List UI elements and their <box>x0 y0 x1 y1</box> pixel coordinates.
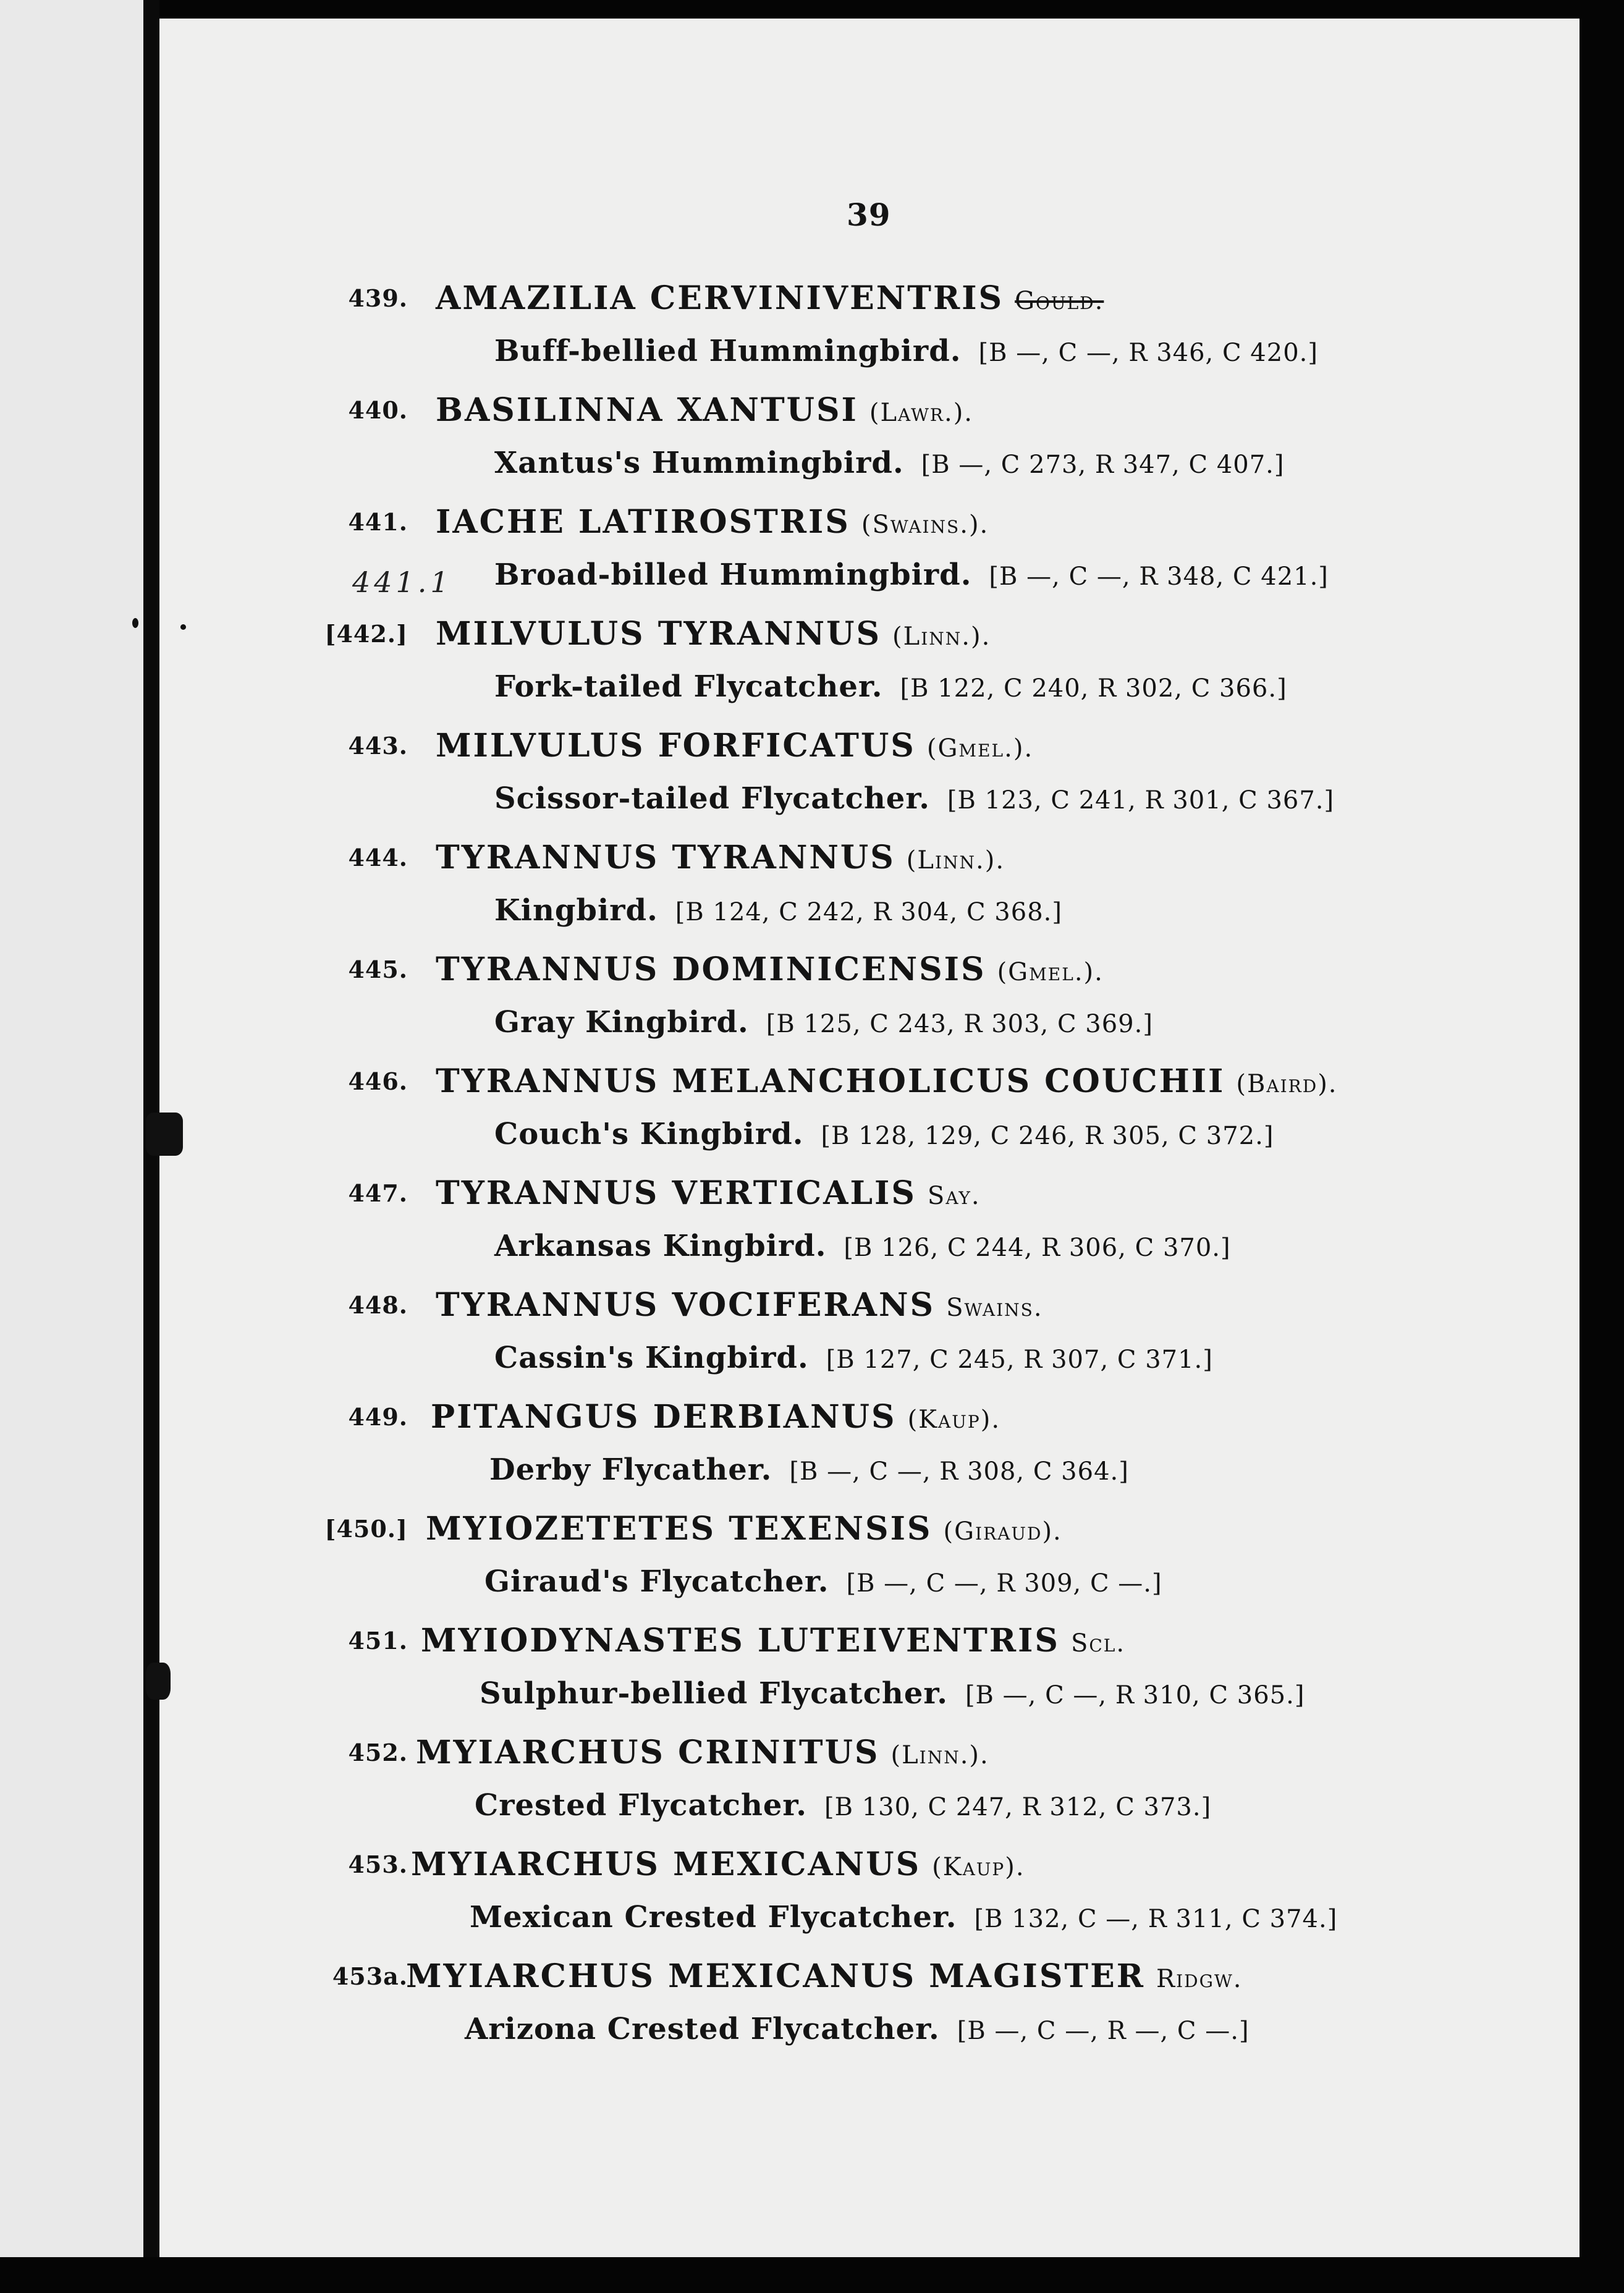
scientific-name-line <box>436 279 1104 317</box>
scientific-name: MYIARCHUS MEXICANUS <box>411 1846 921 1883</box>
entry-number: 441. <box>348 508 408 536</box>
references: [B 127, C 245, R 307, C 371.] <box>826 1346 1213 1374</box>
common-name-line <box>494 557 1329 592</box>
common-name-line <box>494 334 1318 368</box>
common-name: Gray Kingbird. <box>494 1005 749 1040</box>
common-name: Sulphur-bellied Flycatcher. <box>480 1676 948 1711</box>
common-name-line <box>480 1676 1305 1711</box>
scientific-name: TYRANNUS MELANCHOLICUS COUCHII <box>436 1062 1225 1100</box>
common-name-line <box>494 446 1285 480</box>
authority: (Gmel.). <box>926 734 1034 763</box>
common-name: Kingbird. <box>494 893 658 928</box>
left-page-edge <box>0 0 151 2257</box>
references: [B 130, C 247, R 312, C 373.] <box>824 1793 1212 1821</box>
common-name-line <box>475 1788 1211 1823</box>
common-name-line <box>494 1229 1231 1263</box>
entry-number: 451. <box>348 1627 408 1655</box>
scientific-name-line <box>426 1510 1062 1548</box>
common-name: Crested Flycatcher. <box>475 1788 807 1823</box>
common-name: Xantus's Hummingbird. <box>494 446 904 480</box>
scientific-name: PITANGUS DERBIANUS <box>431 1398 897 1436</box>
authority: (Kaup). <box>907 1405 1001 1434</box>
authority: Say. <box>927 1182 981 1210</box>
common-name-line <box>470 1900 1337 1935</box>
common-name-line <box>489 1452 1129 1487</box>
scientific-name: MYIARCHUS CRINITUS <box>416 1734 880 1771</box>
authority: (Linn.). <box>906 846 1005 875</box>
entry-number: 444. <box>348 844 408 871</box>
entry-number: [450.] <box>324 1515 408 1543</box>
scientific-name-line <box>436 391 973 429</box>
spine-mark <box>146 1663 171 1700</box>
references: [B —, C —, R 346, C 420.] <box>978 339 1318 367</box>
authority: Ridgw. <box>1156 1965 1243 1993</box>
authority: Gould. <box>1015 287 1104 315</box>
entry-number: 446. <box>348 1067 408 1095</box>
common-name: Derby Flycather. <box>489 1452 772 1487</box>
common-name-line <box>494 1117 1274 1151</box>
entry-number: 453a. <box>332 1962 408 1990</box>
authority: Scl. <box>1070 1629 1126 1658</box>
references: [B —, C —, R —, C —.] <box>957 2017 1250 2045</box>
scientific-name-line <box>436 839 1005 876</box>
common-name: Fork-tailed Flycatcher. <box>494 669 883 704</box>
entry-number: 453. <box>348 1850 408 1878</box>
common-name: Cassin's Kingbird. <box>494 1341 809 1375</box>
entry-number: 440. <box>348 396 408 424</box>
references: [B 128, 129, C 246, R 305, C 372.] <box>821 1122 1274 1150</box>
scientific-name-line <box>436 727 1033 765</box>
common-name: Arizona Crested Flycatcher. <box>465 2012 940 2046</box>
scientific-name: BASILINNA XANTUSI <box>436 391 858 429</box>
scientific-name-line <box>436 1062 1338 1100</box>
common-name-line <box>494 781 1334 816</box>
entry-number: 448. <box>348 1291 408 1319</box>
authority: (Baird). <box>1236 1070 1338 1098</box>
common-name-line <box>484 1564 1162 1599</box>
scientific-name: TYRANNUS DOMINICENSIS <box>436 951 986 988</box>
common-name-line <box>494 1005 1153 1040</box>
entry-number: 449. <box>348 1403 408 1431</box>
entry-number: 439. <box>348 284 408 312</box>
common-name: Broad-billed Hummingbird. <box>494 557 972 592</box>
authority: (Kaup). <box>932 1853 1025 1881</box>
entry-number: [442.] <box>324 620 408 648</box>
common-name: Buff-bellied Hummingbird. <box>494 334 962 368</box>
scientific-name: TYRANNUS VERTICALIS <box>436 1174 916 1212</box>
common-name: Giraud's Flycatcher. <box>484 1564 829 1599</box>
references: [B —, C —, R 308, C 364.] <box>789 1457 1129 1486</box>
authority: (Linn.). <box>890 1741 989 1770</box>
scientific-name: MILVULUS TYRANNUS <box>436 615 882 653</box>
scientific-name-line <box>436 951 1104 988</box>
common-name: Scissor-tailed Flycatcher. <box>494 781 930 816</box>
authority: Swains. <box>946 1294 1043 1322</box>
scientific-name: MYIARCHUS MEXICANUS MAGISTER <box>406 1957 1145 1995</box>
entry-number: 447. <box>348 1179 408 1207</box>
scientific-name: MYIODYNASTES LUTEIVENTRIS <box>421 1622 1060 1659</box>
references: [B 122, C 240, R 302, C 366.] <box>900 674 1287 703</box>
references: [B 124, C 242, R 304, C 368.] <box>675 898 1062 926</box>
authority: (Gmel.). <box>997 958 1104 986</box>
scientific-name-line <box>416 1734 989 1771</box>
common-name-line <box>494 669 1287 704</box>
common-name-line <box>465 2012 1250 2046</box>
scientific-name-line <box>421 1622 1125 1659</box>
references: [B —, C —, R 348, C 421.] <box>989 562 1329 591</box>
scientific-name: MILVULUS FORFICATUS <box>436 727 916 765</box>
page-number: 39 <box>847 197 891 233</box>
references: [B 125, C 243, R 303, C 369.] <box>766 1010 1153 1038</box>
scientific-name-line <box>436 615 991 653</box>
scientific-name: MYIOZETETES TEXENSIS <box>426 1510 933 1548</box>
authority: (Lawr.). <box>869 399 974 427</box>
spine-mark <box>146 1113 183 1156</box>
references: [B —, C 273, R 347, C 407.] <box>921 451 1285 479</box>
entry-number: 452. <box>348 1739 408 1766</box>
common-name-line <box>494 893 1062 928</box>
scan-border <box>0 2257 1624 2293</box>
references: [B 126, C 244, R 306, C 370.] <box>844 1234 1231 1262</box>
scientific-name: TYRANNUS VOCIFERANS <box>436 1286 936 1324</box>
references: [B 123, C 241, R 301, C 367.] <box>947 786 1335 815</box>
handwritten-annotation: 441.1 <box>352 566 452 599</box>
entry-number: 443. <box>348 732 408 760</box>
scientific-name-line <box>436 1286 1043 1324</box>
scientific-name-line <box>411 1846 1025 1883</box>
common-name: Arkansas Kingbird. <box>494 1229 827 1263</box>
authority: (Linn.). <box>892 622 991 651</box>
scientific-name: IACHE LATIROSTRIS <box>436 503 850 541</box>
scientific-name: TYRANNUS TYRANNUS <box>436 839 895 876</box>
authority: (Swains.). <box>861 511 989 539</box>
references: [B —, C —, R 310, C 365.] <box>965 1681 1305 1710</box>
scientific-name-line <box>436 1174 981 1212</box>
scientific-name-line <box>436 503 989 541</box>
common-name-line <box>494 1341 1213 1375</box>
common-name: Couch's Kingbird. <box>494 1117 804 1151</box>
scientific-name-line <box>431 1398 1000 1436</box>
references: [B 132, C —, R 311, C 374.] <box>974 1905 1338 1933</box>
scientific-name: AMAZILIA CERVINIVENTRIS <box>436 279 1004 317</box>
authority: (Giraud). <box>943 1517 1062 1546</box>
scientific-name-line <box>406 1957 1242 1995</box>
common-name: Mexican Crested Flycatcher. <box>470 1900 957 1935</box>
spine-mark <box>132 618 138 628</box>
references: [B —, C —, R 309, C —.] <box>846 1569 1162 1598</box>
entry-number: 445. <box>348 956 408 983</box>
